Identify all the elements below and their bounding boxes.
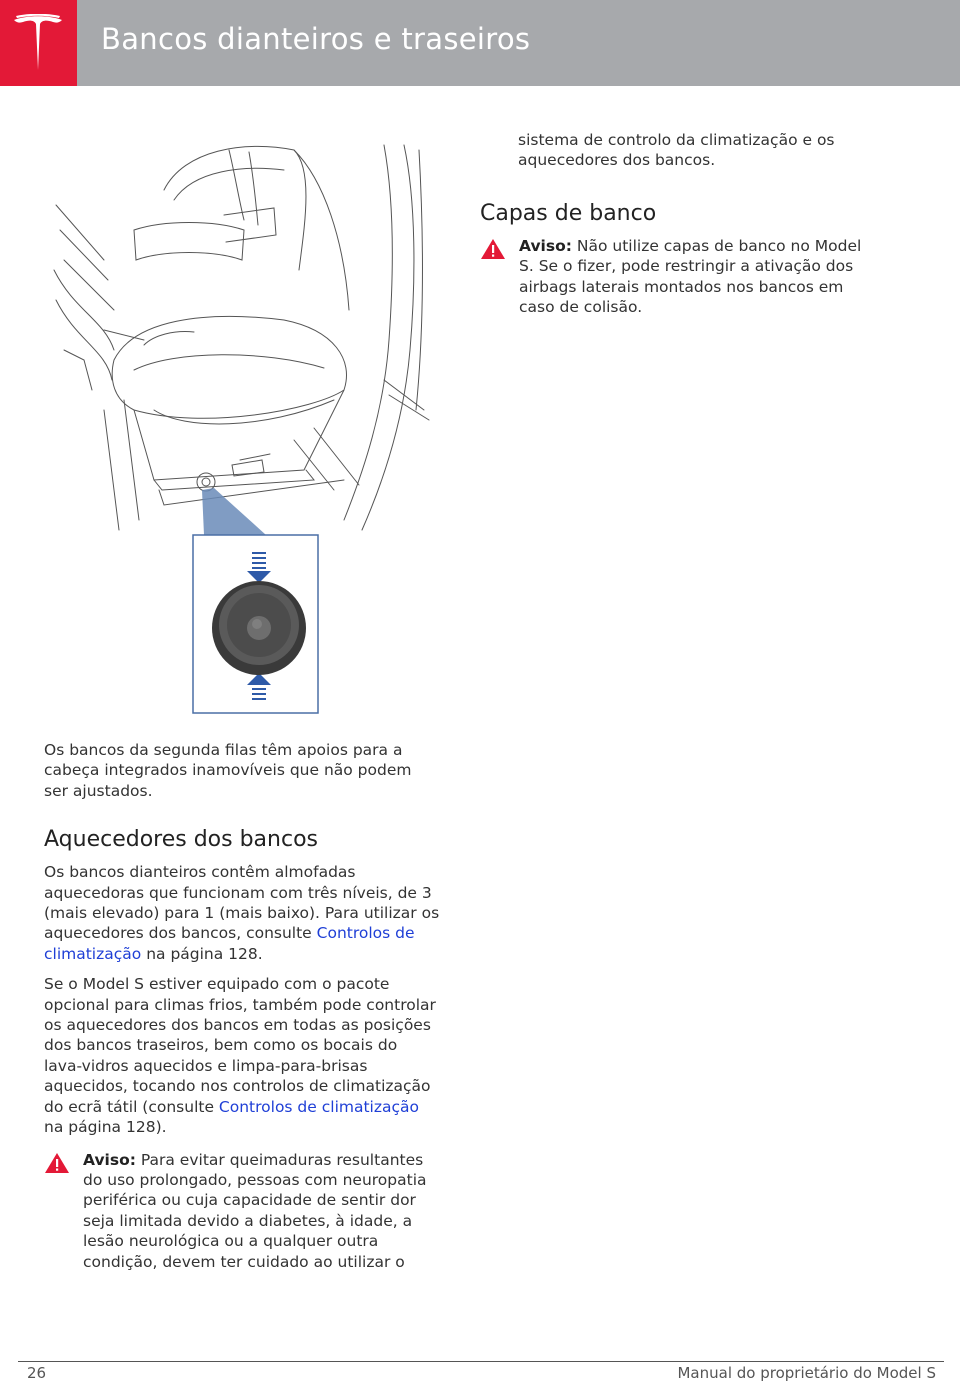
seat-covers-heading: Capas de banco <box>480 200 657 226</box>
cold-weather-text: Se o Model S estiver equipado com o pacote opcional para climas frios, também pode controlar os aquecedores dos bancos em todas as posições dos bancos traseiros, bem como os bocais do lava-vidros aquecidos e limpa-para-brisas aquecidos, tocando nos controlos de climatização do ecrã tátil (consulte <box>44 975 436 1116</box>
warning-text: Não utilize capas de banco no Model S. Se o fizer, pode restringir a ativação dos airbags laterais montados nos bancos em caso de colisão. <box>519 236 862 317</box>
footer-title: Manual do proprietário do Model S <box>677 1364 936 1382</box>
cold-weather-page-ref: na página 128). <box>44 1118 167 1137</box>
seat-heaters-text: Os bancos dianteiros contêm almofadas aquecedoras que funcionam com três níveis, de 3 (mais elevado) para 1 (mais baixo). Para utilizar os aquecedores dos bancos, consulte <box>44 863 440 943</box>
tesla-logo <box>0 0 77 86</box>
page-header <box>0 0 960 86</box>
seat-heaters-paragraph <box>44 862 440 964</box>
seat-heaters-heading: Aquecedores dos bancos <box>44 827 319 853</box>
continuation-paragraph: sistema de controlo da climatização e os aquecedores dos bancos. <box>518 131 835 170</box>
warning-lead: Aviso: <box>519 236 572 255</box>
seat-illustration <box>44 110 444 720</box>
burn-warning <box>44 1150 440 1272</box>
warning-icon <box>480 238 506 260</box>
page-number: 26 <box>27 1364 47 1382</box>
climate-controls-link[interactable]: Controlos de climatização <box>44 924 415 963</box>
tesla-logo-icon <box>12 14 64 72</box>
cold-weather-paragraph <box>44 974 440 1137</box>
seat-heaters-page-ref: na página 128. <box>141 944 263 963</box>
warning-icon <box>44 1152 70 1174</box>
footer-divider <box>18 1361 944 1362</box>
left-column <box>44 740 440 1272</box>
seat-cover-warning <box>480 236 880 318</box>
warning-text: Para evitar queimaduras resultantes do uso prolongado, pessoas com neuropatia periférica ou cuja capacidade de sentir dor seja limitada devido a diabetes, à idade, a lesão neurológica ou a qualquer outra condição, devem ter cuidado ao utilizar o <box>83 1150 427 1271</box>
intro-paragraph: Os bancos da segunda filas têm apoios para a cabeça integrados inamovíveis que não podem ser ajustados. <box>44 741 412 800</box>
right-column <box>480 130 880 317</box>
page-title: Bancos dianteiros e traseiros <box>101 22 531 56</box>
warning-lead: Aviso: <box>83 1150 136 1169</box>
climate-controls-link-2[interactable]: Controlos de climatização <box>218 1097 419 1116</box>
